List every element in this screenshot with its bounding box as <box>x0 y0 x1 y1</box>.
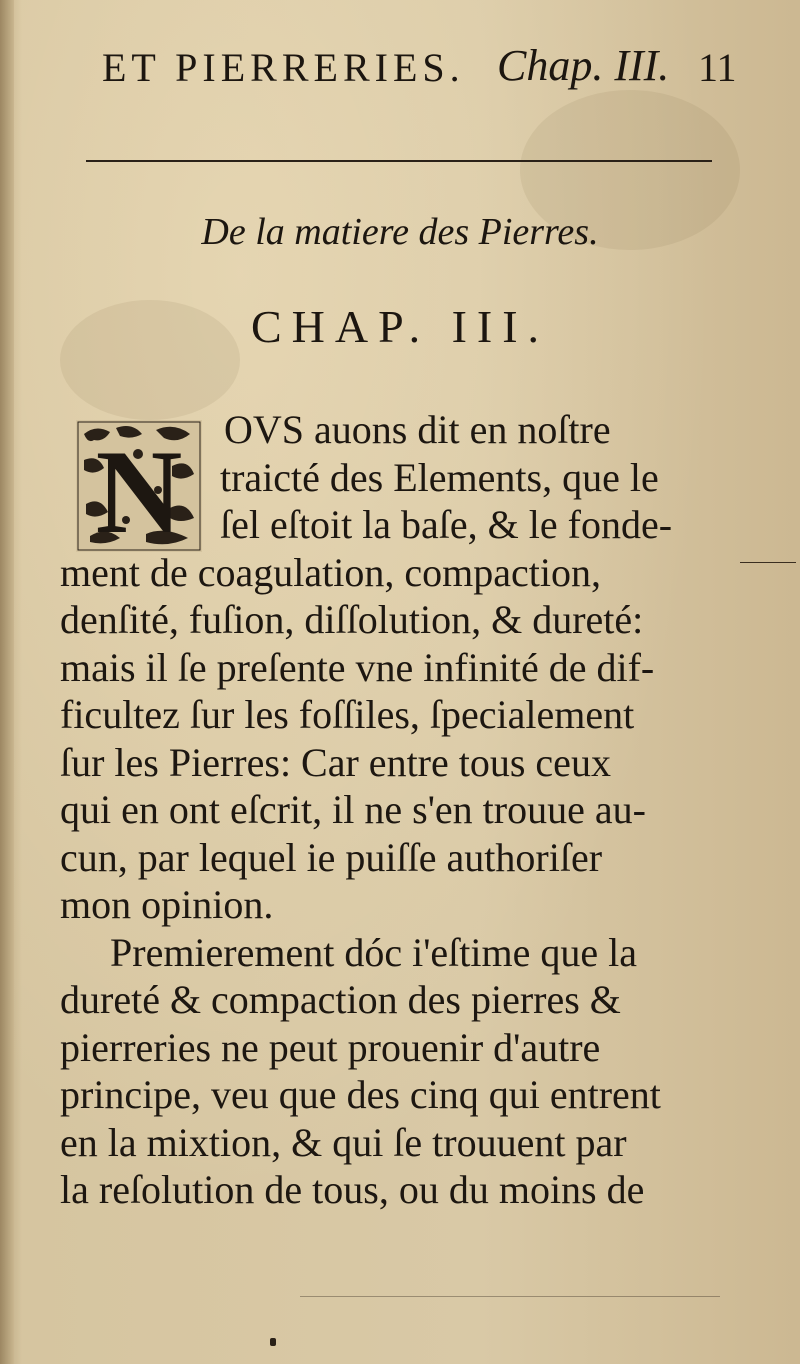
margin-mark <box>740 562 796 563</box>
text-line: ment de coagulation, compaction, <box>60 549 601 595</box>
text-line: OVS auons dit en noſtre <box>224 407 611 452</box>
text-line: la reſolution de tous, ou du moins de <box>60 1167 645 1212</box>
bottom-rule <box>300 1296 720 1297</box>
body-text <box>60 406 740 1214</box>
text-line: Premierement dóc i'eſtime que la <box>110 929 638 975</box>
page-edge-shadow <box>0 0 14 1364</box>
page-header <box>102 41 742 104</box>
text-line: denſité, fuſion, diſſolution, & dureté: <box>60 597 644 642</box>
text-line: dureté & compaction des pierres & <box>60 977 621 1022</box>
text-line: qui en ont eſcrit, il ne s'en trouue au- <box>60 787 646 832</box>
text-line: ſur les Pierres: Car entre tous ceux <box>60 739 611 785</box>
text-line: pierreries ne peut prouenir d'autre <box>60 1024 601 1070</box>
text-line: ſel eſtoit la baſe, & le fonde- <box>220 502 673 547</box>
header-rule <box>86 160 712 162</box>
text-line: ficultez ſur les foſſiles, ſpecialement <box>60 692 635 737</box>
text-line: mon opinion. <box>60 882 274 927</box>
chapter-heading: CHAP. III. <box>250 301 550 352</box>
chapter-reference: Chap. III. <box>497 41 670 90</box>
running-head: ET PIERRERIES. <box>102 45 465 90</box>
text-line: principe, veu que des cinq qui entrent <box>60 1072 661 1117</box>
text-line: en la mixtion, & qui ſe trouuent par <box>60 1119 627 1165</box>
drop-cap-letter: N <box>95 425 183 552</box>
signature-mark <box>270 1338 276 1346</box>
section-title: De la matiere des Pierres. <box>201 211 599 253</box>
text-line: mais il ſe preſente vne infinité de dif- <box>60 644 655 690</box>
text-line: traicté des Elements, que le <box>220 454 659 500</box>
text-line: cun, par lequel ie puiſſe authoriſer <box>60 834 603 880</box>
page-number: 11 <box>698 45 737 90</box>
